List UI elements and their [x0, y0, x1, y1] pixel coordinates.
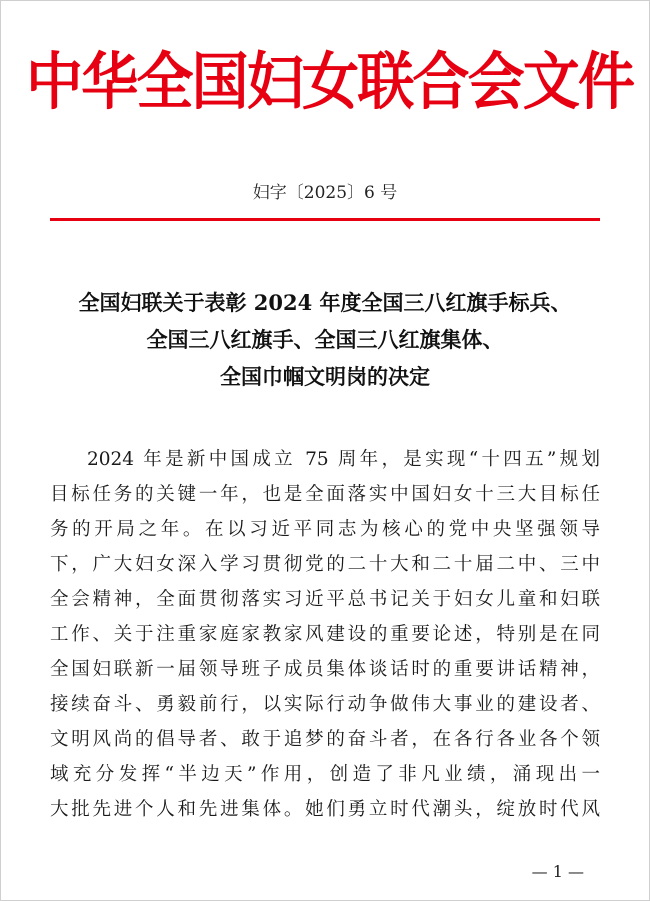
body-line: 全会精神，全面贯彻落实习近平总书记关于妇女儿童和妇联	[50, 589, 600, 610]
body-line: 工作、关于注重家庭家教家风建设的重要论述，特别是在同	[50, 624, 600, 645]
body-line: 下，广大妇女深入学习贯彻党的二十大和二十届二中、三中	[50, 554, 600, 575]
body-line: 全国妇联新一届领导班子成员集体谈话时的重要讲话精神，	[50, 659, 600, 680]
body-line: 务的开局之年。在以习近平同志为核心的党中央坚强领导	[50, 519, 600, 540]
page-number: — 1 —	[531, 862, 584, 881]
document-title	[0, 284, 650, 395]
title-line-1: 全国妇联关于表彰 2024 年度全国三八红旗手标兵、	[78, 290, 572, 315]
body-paragraph	[50, 442, 600, 827]
red-separator-line	[50, 218, 600, 221]
body-line: 文明风尚的倡导者、敢于追梦的奋斗者，在各行各业各个领	[50, 729, 600, 750]
masthead-title: 中华全国妇女联合会文件	[26, 45, 634, 118]
body-line: 域充分发挥“半边天”作用，创造了非凡业绩，涌现出一	[50, 764, 600, 785]
body-line: 接续奋斗、勇毅前行，以实际行动争做伟大事业的建设者、	[50, 694, 600, 715]
body-line: 目标任务的关键一年，也是全面落实中国妇女十三大目标任	[50, 484, 600, 505]
body-line: 大批先进个人和先进集体。她们勇立时代潮头，绽放时代风	[50, 799, 600, 820]
body-line: 2024 年是新中国成立 75 周年，是实现“十四五”规划	[87, 449, 600, 470]
title-line-3: 全国巾帼文明岗的决定	[220, 364, 430, 389]
title-line-2: 全国三八红旗手、全国三八红旗集体、	[146, 327, 504, 352]
document-number: 妇字〔2025〕6 号	[252, 183, 398, 203]
